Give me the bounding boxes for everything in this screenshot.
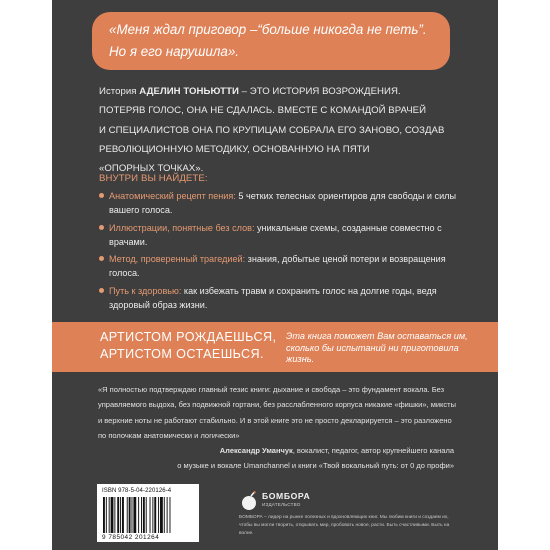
slogan-note: Эта книга поможет Вам оставаться им, сколько бы испытаний ни приготовила жизнь. xyxy=(286,331,468,364)
barcode-icon xyxy=(102,497,194,533)
feature-text: как избежать травм и сохранить голос на долгие годы, ведя здоровый образ жизни. xyxy=(109,285,437,310)
barcode-box xyxy=(97,484,199,542)
barcode-bar xyxy=(129,497,131,533)
barcode-number: 9 785042 201264 xyxy=(102,534,160,541)
bombora-logo-icon xyxy=(239,491,259,511)
story-line-1 xyxy=(99,82,469,101)
barcode-bar xyxy=(132,497,133,533)
barcode-bar xyxy=(150,497,151,533)
barcode-bar xyxy=(114,497,115,533)
barcode-bar xyxy=(154,497,156,533)
barcode-bar xyxy=(160,497,163,533)
feature-item xyxy=(99,252,459,280)
barcode-bar xyxy=(141,497,142,533)
review-author xyxy=(124,443,454,473)
reviewer-line-1: , вокалист, педагог, автор крупнейшего канала xyxy=(292,446,454,455)
isbn: ISBN 978-5-04-220126-4 xyxy=(102,488,172,494)
story-line-2: ПОТЕРЯВ ГОЛОС, ОНА НЕ СДАЛАСЬ. ВМЕСТЕ С КОМАНДОЙ ВРАЧЕЙ xyxy=(99,105,427,117)
barcode-bar xyxy=(138,497,139,533)
quote-line-1: «Меня ждал приговор –“больше никогда не петь”. xyxy=(109,22,427,37)
barcode-bar xyxy=(164,497,165,533)
reviewer-name: Александр Уманчук xyxy=(219,446,293,455)
feature-key: Метод, проверенный трагедией: xyxy=(109,254,246,264)
quote-box xyxy=(92,12,450,70)
barcode-bar xyxy=(170,497,171,533)
story-line-3: И СПЕЦИАЛИСТОВ ОНА ПО КРУПИЦАМ СОБРАЛА ЕГО ЗАНОВО, СОЗДАВ xyxy=(99,124,445,136)
story-line-4: РЕВОЛЮЦИОННУЮ МЕТОДИКУ, ОСНОВАННУЮ НА ПЯТИ xyxy=(99,143,370,155)
story-prefix: История xyxy=(99,86,140,97)
slogan xyxy=(100,329,280,363)
barcode-bar xyxy=(117,497,119,533)
story-line-1-rest: – ЭТО ИСТОРИЯ ВОЗРОЖДЕНИЯ. xyxy=(238,86,401,97)
barcode-bar xyxy=(111,497,114,533)
barcode-bar xyxy=(106,497,107,533)
publisher-description: БОМБОРА – лидер на рынке полезных и вдохновляющих книг. Мы любим книги и создаем их, чтобы вы могли творить, открывать мир, пробовать новое, расти. Быть счастливыми. Быть на волне. xyxy=(239,515,450,536)
story-line-5: «ОПОРНЫХ ТОЧКАХ». xyxy=(99,163,204,175)
barcode-bar xyxy=(143,497,145,533)
bullet-dot-icon xyxy=(99,193,104,198)
barcode-bar xyxy=(146,497,147,533)
slogan-line-1: АРТИСТОМ РОЖДАЕШЬСЯ, xyxy=(100,330,277,344)
barcode-bar xyxy=(167,497,168,533)
barcode-bar xyxy=(103,497,105,533)
feature-item xyxy=(99,284,459,312)
author-name: АДЕЛИН ТОНЬЮТТИ xyxy=(139,86,239,97)
feature-key: Иллюстрации, понятные без слов: xyxy=(109,222,255,233)
barcode-bar xyxy=(122,497,124,533)
feature-text: 5 четких телесных ориентиров для свободы и силы вашего голоса. xyxy=(109,191,457,215)
feature-key: Путь к здоровью: xyxy=(109,285,182,296)
book-back-cover xyxy=(52,0,498,550)
bullet-dot-icon xyxy=(99,288,104,293)
publisher-subtitle: ИЗДАТЕЛЬСТВО xyxy=(262,502,301,507)
feature-key: Анатомический рецепт пения: xyxy=(109,191,236,201)
barcode-bar xyxy=(109,497,110,533)
publisher-name: БОМБОРА xyxy=(262,491,311,501)
barcode-bar xyxy=(133,497,136,533)
feature-text: уникальные схемы, созданные совместно с врачами. xyxy=(109,222,442,247)
bullet-dot-icon xyxy=(99,225,104,230)
barcode-bar xyxy=(158,497,159,533)
bullet-dot-icon xyxy=(99,256,104,261)
barcode-bar xyxy=(127,497,128,533)
barcode-bar xyxy=(120,497,121,533)
review-quote: «Я полностью подтверждаю главный тезис книги: дыхание и свобода – это фундамент вокала. Без управляемого выдоха, без подвижной гортани, без расслабленного корпуса никакие «фишки», миксты и верхние ноты не работают стабильно. И в этой книге это не просто декларируется – это разложено по полочкам анатомически и логически» xyxy=(98,385,456,441)
story-paragraph xyxy=(99,82,469,178)
barcode-bar xyxy=(152,497,153,533)
feature-item xyxy=(99,189,459,217)
quote-line-2: Но я его нарушила». xyxy=(109,44,240,59)
feature-list xyxy=(99,189,459,315)
feature-item xyxy=(99,221,459,249)
feature-text: знания, добытые ценой потери и возвращения голоса. xyxy=(109,254,446,278)
inside-heading: ВНУТРИ ВЫ НАЙДЕТЕ: xyxy=(99,173,208,184)
reviewer-line-2: о музыке и вокале Umanchannel и книги «Твой вокальный путь: от 0 до профи» xyxy=(177,461,454,471)
slogan-line-2: АРТИСТОМ ОСТАЕШЬСЯ. xyxy=(100,347,264,361)
